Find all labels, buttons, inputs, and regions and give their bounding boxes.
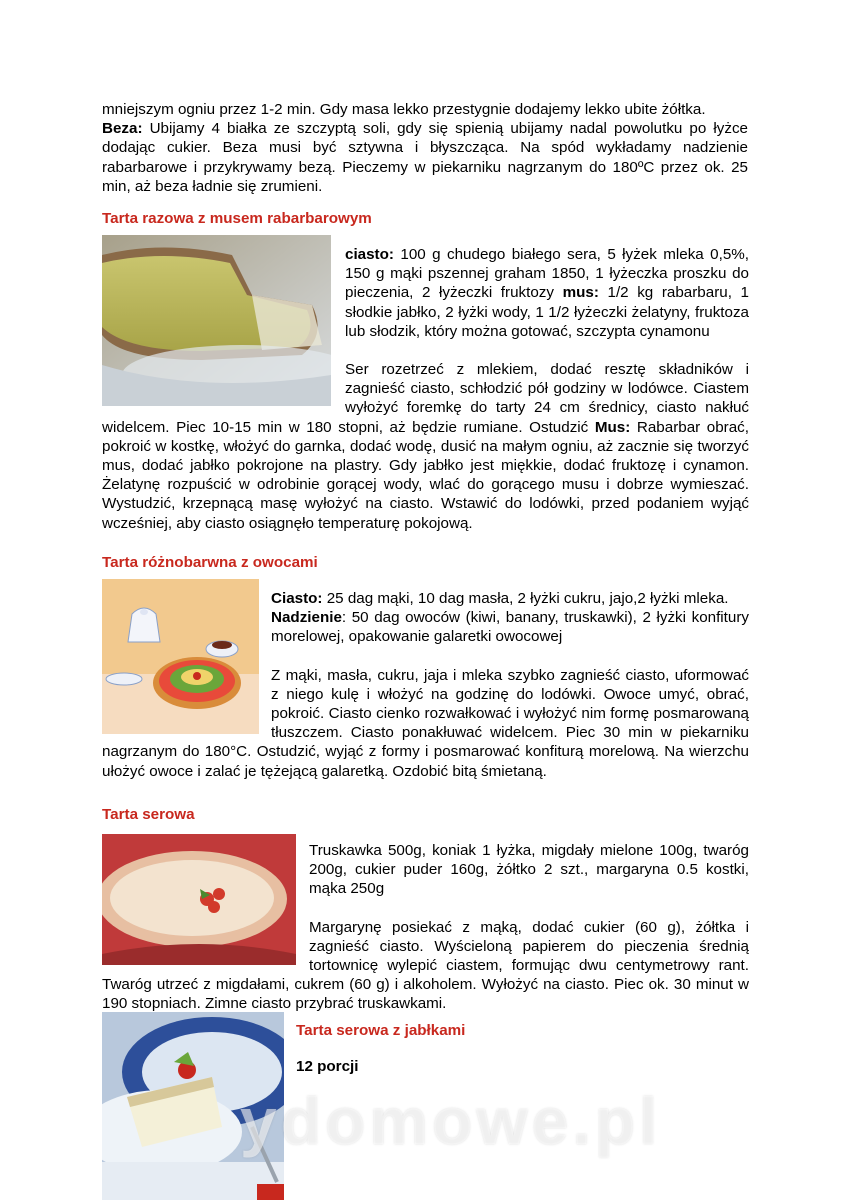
beza-label: Beza: xyxy=(102,120,143,138)
recipe-title-tarta-roznobarwna: Tarta różnobarwna z owocami xyxy=(102,554,318,571)
tart-rhubarb-photo xyxy=(102,235,331,406)
portions-label: 12 porcji xyxy=(296,1058,359,1075)
prep-text-1: Ser rozetrzeć z mlekiem, dodać resztę składników i zagnieść ciasto, schłodzić pół godziny w lodówce. Ciastem wyłożyć foremkę do tarty 24 cm średnicy, ciasto nakłuć widelcem. Piec 10-15 min w 180 stopni, aż będzie rumiane. Ostudzić xyxy=(102,361,749,436)
cheese-tart-photo xyxy=(102,834,296,965)
recipe-title-tarta-serowa: Tarta serowa xyxy=(102,806,195,823)
ciasto-label: ciasto: xyxy=(345,246,394,263)
recipe-title-tarta-razowa: Tarta razowa z musem rabarbarowym xyxy=(102,210,372,227)
recipe3-body xyxy=(102,834,749,1014)
recipe-title-tarta-serowa-z-jablkami: Tarta serowa z jabłkami xyxy=(296,1022,466,1039)
ciasto-label: Ciasto: xyxy=(271,590,323,607)
nadzienie-text: : 50 dag owoców (kiwi, banany, truskawki), 2 łyżki konfitury morelowej, opakowanie galaretki owocowej xyxy=(271,609,749,646)
recipe1-body xyxy=(102,235,749,533)
beza-text: Ubijamy 4 białka ze szczyptą soli, gdy się spienią ubijamy nadal powolutku po łyżce dodając cukier. Beza musi być sztywna i błyszcząca. Na spód wykładamy nadzienie rabarbarowe i przykrywamy bezą. Pieczemy w piekarniku nagrzanym do 180ºC przez ok. 25 min, aż beza ładnie się zrumieni. xyxy=(102,120,748,195)
recipe2-preparation: Z mąki, masła, cukru, jaja i mleka szybko zagnieść ciasto, uformować z niego kulę i włożyć na godzinę do lodówki. Owoce umyć, obrać, pokroić. Ciasto cienko rozwałkować i wyłożyć nim formę posmarowaną tłuszczem. Ciasto ponakłuwać widelcem. Piec 30 min w piekarniku nagrzanym do 180°C. Ostudzić, wyjąć z formy i posmarować konfiturą morelową. Na wierzchu ułożyć owoce i zalać je tężejącą galaretką. Ozdobić bitą śmietaną. xyxy=(102,666,749,780)
fruit-tart-photo xyxy=(102,579,259,734)
ciasto-text: 25 dag mąki, 10 dag masła, 2 łyżki cukru, jajo,2 łyżki mleka. xyxy=(322,590,729,607)
mus-label: mus: xyxy=(562,284,599,302)
recipe3-ingredients: Truskawka 500g, koniak 1 łyżka, migdały mielone 100g, twaróg 200g, cukier puder 160g, żółtko 2 szt., margaryna 0.5 kostki, mąka 250g xyxy=(309,842,749,898)
recipe3-preparation: Margarynę posiekać z mąką, dodać cukier (60 g), żółtka i zagnieść ciasto. Wyścieloną papierem do pieczenia średnią tortownicę wylepić ciastem, formując dwu centymetrowy rant. Twaróg utrzeć z migdałami, cukrem (60 g) i alkoholem. Wyłożyć na ciasto. Piec ok. 30 minut w 190 stopniach. Zimne ciasto przybrać truskawkami. xyxy=(102,918,749,1013)
intro-line: mniejszym ogniu przez 1-2 min. Gdy masa lekko przestygnie dodajemy lekko ubite żółtka. xyxy=(102,101,706,118)
nadzienie-label: Nadzienie xyxy=(271,609,342,627)
recipe2-body xyxy=(102,579,749,781)
mus-text: 1/2 kg rabarbaru, 1 słodkie jabłko, 2 łyżki wody, 1 1/2 łyżeczki żelatyny, fruktoza lub słodzik, który można gotować, szczypta cynamonu xyxy=(345,284,749,340)
cheese-apple-tart-photo xyxy=(102,1012,284,1200)
prep-mus-label: Mus: xyxy=(594,418,631,436)
watermark: ydomowe.pl xyxy=(240,1084,662,1158)
intro-paragraph xyxy=(102,100,748,196)
prep-text-2: Rabarbar obrać, pokroić w kostkę, włożyć do garnka, dodać wodę, dusić na małym ogniu, aż zacznie się tworzyć mus, dodać jabłko pokrojone na plastry. Gdy jabłko jest miękkie, dodać fruktozę i cynamon. Żelatynę rozpuścić w odrobinie gorącej wody, wlać do gorącego musu i dobrze wymieszać. Wystudzić, krzepnącą masę wyłożyć na ciasto. Wstawić do lodówki, przed podaniem wyjąć wcześniej, aby ciasto osiągnęło temperaturę pokojową. xyxy=(102,418,749,532)
ciasto-text: 100 g chudego białego sera, 5 łyżek mleka 0,5%, 150 g mąki pszennej graham 1850, 1 łyżeczka proszku do pieczenia, 2 łyżeczki fruktozy xyxy=(345,246,749,302)
